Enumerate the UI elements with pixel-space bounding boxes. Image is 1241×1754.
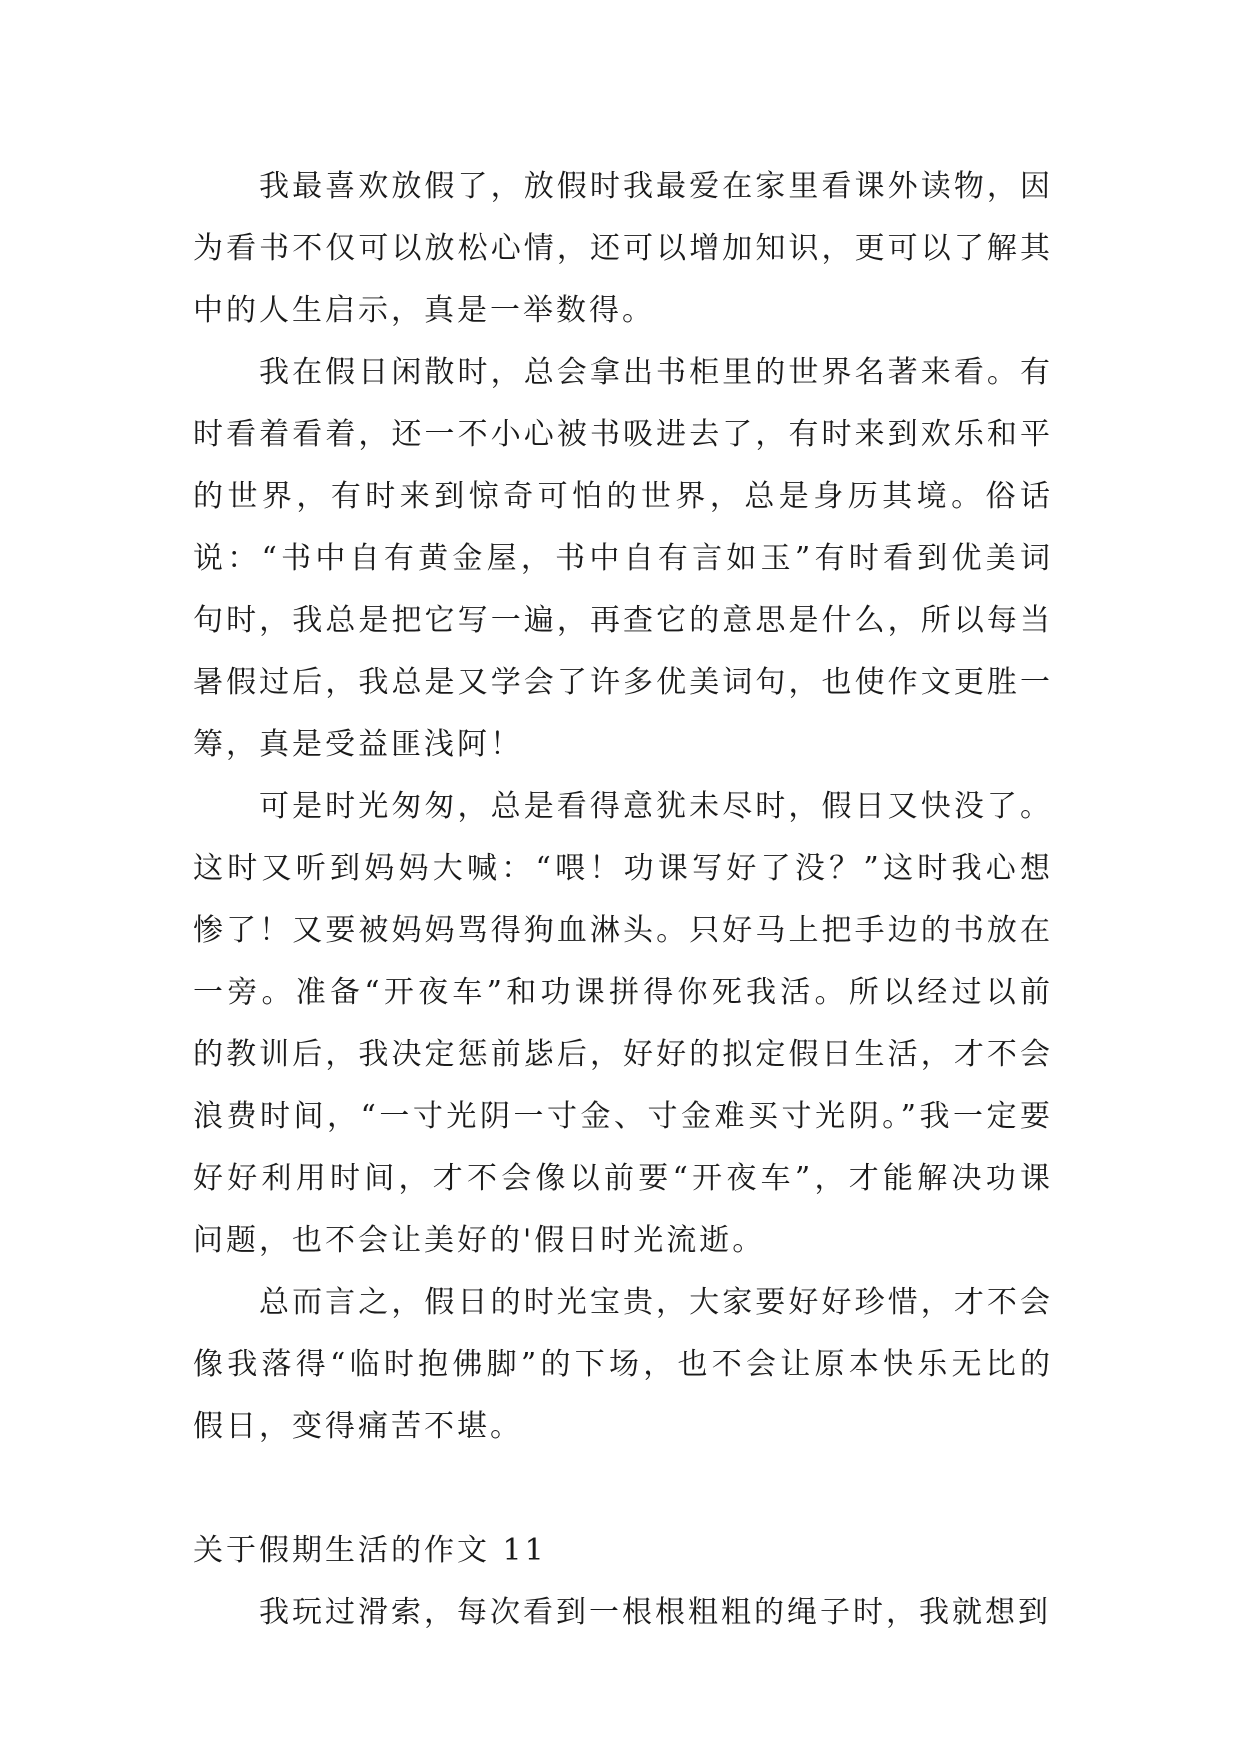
paragraph-5: 我玩过滑索，每次看到一根根粗粗的绳子时，我就想到: [259, 1595, 1051, 1630]
document-body: [193, 156, 1053, 1644]
paragraph-1: 我最喜欢放假了，放假时我最爱在家里看课外读物，因为看书不仅可以放松心情，还可以增加知识，更可以了解其中的人生启示，真是一举数得。: [193, 169, 1053, 328]
paragraph-4: 总而言之，假日的时光宝贵，大家要好好珍惜，才不会像我落得“临时抱佛脚”的下场，也不会让原本快乐无比的假日，变得痛苦不堪。: [193, 1285, 1053, 1444]
section-heading: 关于假期生活的作文 11: [193, 1533, 547, 1568]
paragraph-3: 可是时光匆匆，总是看得意犹未尽时，假日又快没了。这时又听到妈妈大喊：“喂！功课写好了没？”这时我心想惨了！又要被妈妈骂得狗血淋头。只好马上把手边的书放在一旁。准备“开夜车”和功课拼得你死我活。所以经过以前的教训后，我决定惩前毖后，好好的拟定假日生活，才不会浪费时间，“一寸光阴一寸金、寸金难买寸光阴。”我一定要好好利用时间，才不会像以前要“开夜车”，才能解决功课问题，也不会让美好的'假日时光流逝。: [193, 789, 1053, 1258]
paragraph-2: 我在假日闲散时，总会拿出书柜里的世界名著来看。有时看着看着，还一不小心被书吸进去了，有时来到欢乐和平的世界，有时来到惊奇可怕的世界，总是身历其境。俗话说：“书中自有黄金屋，书中自有言如玉”有时看到优美词句时，我总是把它写一遍，再查它的意思是什么，所以每当暑假过后，我总是又学会了许多优美词句，也使作文更胜一筹，真是受益匪浅阿！: [193, 355, 1053, 762]
